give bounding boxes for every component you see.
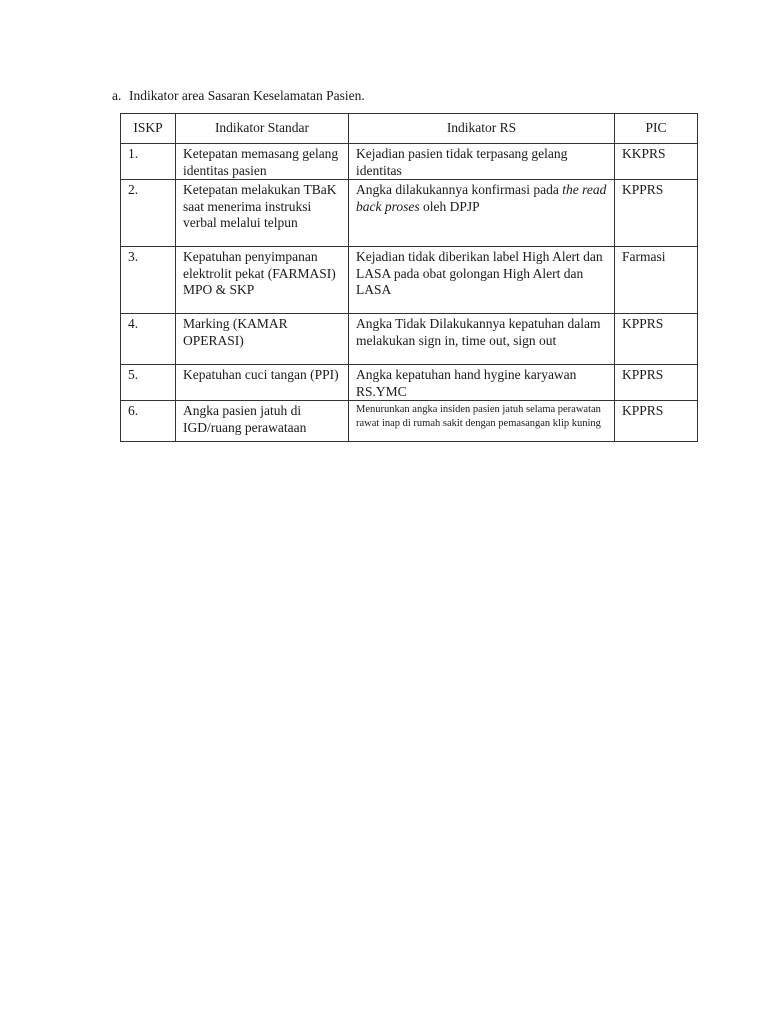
cell-pic: Farmasi [615, 247, 698, 314]
cell-no: 2. [121, 180, 176, 247]
table-row [121, 180, 698, 247]
cell-rs-text: Angka dilakukannya konfirmasi pada [356, 182, 563, 197]
iskp-indicator-table [120, 113, 698, 442]
header-iskp: ISKP [121, 114, 176, 144]
cell-no: 6. [121, 401, 176, 442]
section-letter: a. [112, 88, 122, 103]
cell-no: 1. [121, 144, 176, 180]
cell-standar: Angka pasien jatuh di IGD/ruang perawataan [176, 401, 349, 442]
section-heading [112, 88, 365, 104]
cell-pic: KPPRS [615, 180, 698, 247]
cell-no: 5. [121, 365, 176, 401]
table-row [121, 314, 698, 365]
cell-standar: Ketepatan melakukan TBaK saat menerima instruksi verbal melalui telpun [176, 180, 349, 247]
cell-pic: KPPRS [615, 401, 698, 442]
cell-rs: Angka kepatuhan hand hygine karyawan RS.YMC [349, 365, 615, 401]
table-row [121, 401, 698, 442]
cell-standar: Ketepatan memasang gelang identitas pasien [176, 144, 349, 180]
cell-no: 3. [121, 247, 176, 314]
cell-pic: KKPRS [615, 144, 698, 180]
cell-standar: Kepatuhan cuci tangan (PPI) [176, 365, 349, 401]
section-heading-text: Indikator area Sasaran Keselamatan Pasien. [129, 88, 365, 103]
cell-rs: Kejadian pasien tidak terpasang gelang identitas [349, 144, 615, 180]
header-indikator-rs: Indikator RS [349, 114, 615, 144]
cell-rs: Menurunkan angka insiden pasien jatuh selama perawatan rawat inap di rumah sakit dengan pemasangan klip kuning [349, 401, 615, 442]
cell-standar: Marking (KAMAR OPERASI) [176, 314, 349, 365]
cell-pic: KPPRS [615, 365, 698, 401]
cell-rs [349, 180, 615, 247]
cell-standar: Kepatuhan penyimpanan elektrolit pekat (FARMASI) MPO & SKP [176, 247, 349, 314]
table-row [121, 247, 698, 314]
table-header-row [121, 114, 698, 144]
cell-rs-italic-text: the read back proses [356, 182, 607, 214]
header-pic: PIC [615, 114, 698, 144]
cell-rs-text-end: oleh DPJP [419, 198, 480, 214]
cell-pic: KPPRS [615, 314, 698, 365]
cell-rs: Kejadian tidak diberikan label High Alert dan LASA pada obat golongan High Alert dan LASA [349, 247, 615, 314]
cell-rs: Angka Tidak Dilakukannya kepatuhan dalam melakukan sign in, time out, sign out [349, 314, 615, 365]
cell-no: 4. [121, 314, 176, 365]
table-row [121, 365, 698, 401]
header-indikator-standar: Indikator Standar [176, 114, 349, 144]
table-row [121, 144, 698, 180]
